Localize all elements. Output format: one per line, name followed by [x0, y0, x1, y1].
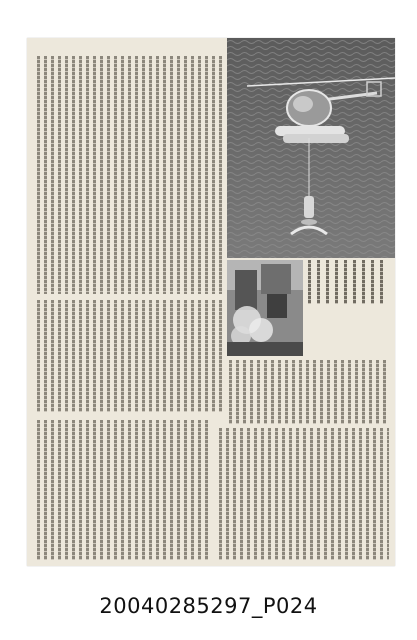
- text-column-bottom-left: [35, 420, 211, 560]
- document-identifier: 20040285297_P024: [99, 594, 318, 618]
- document-page: [27, 38, 395, 566]
- text-column-middle-right: [227, 360, 389, 424]
- ship-equipment-photo: [227, 260, 303, 356]
- photo-caption: [305, 260, 389, 304]
- helicopter-photo: [227, 38, 395, 258]
- text-column-middle-left: [35, 300, 223, 412]
- text-column-bottom-right: [217, 428, 389, 560]
- text-column-top-left: [35, 56, 223, 294]
